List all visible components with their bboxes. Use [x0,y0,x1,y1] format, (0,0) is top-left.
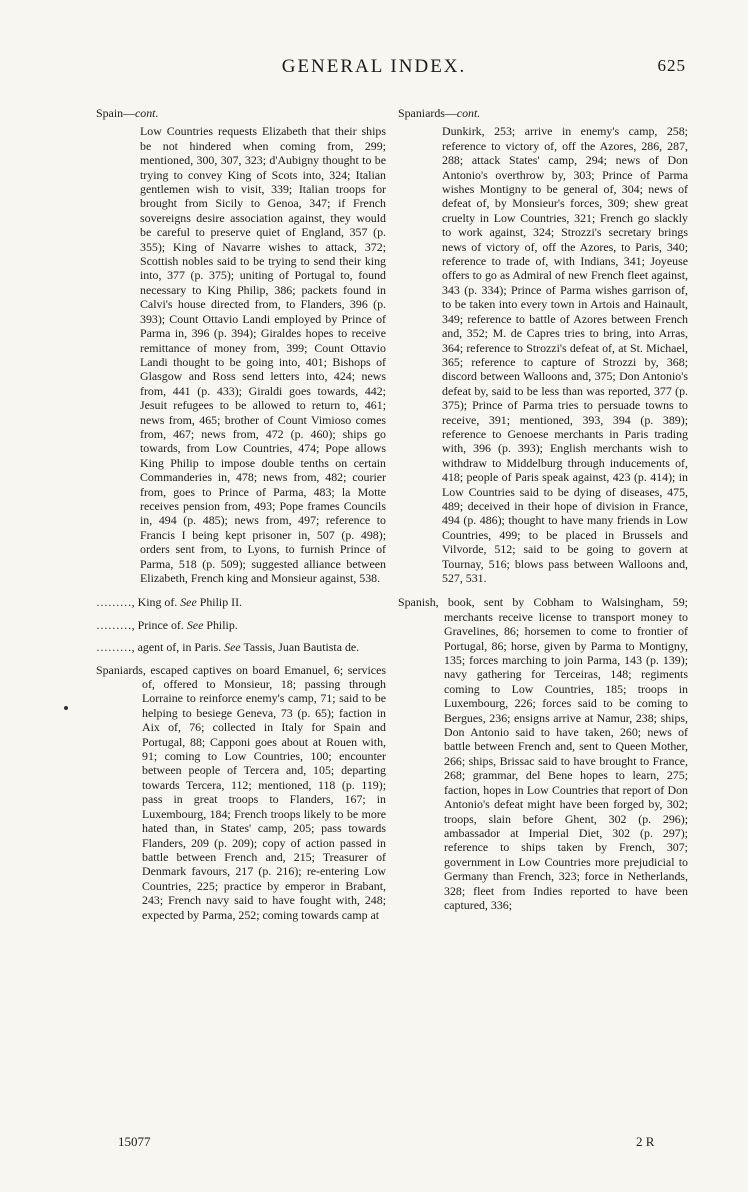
cross-reference: Philip II. [199,595,243,610]
gathering-mark: 2 R [636,1134,655,1149]
index-subentry-king-of [96,595,386,609]
see-label: See [224,640,241,655]
heading-word: Spain— [96,106,135,120]
heading-cont-label: cont. [456,106,481,120]
index-entry-spanish: Spanish, book, sent by Cobham to Walsingham, 59; merchants receive license to transport money to Gravelines, 86; horsemen to come to frontier of Portugal, 86; horse, given by Parma to Montigny, 135; forces marching to join Parma, 143 (p. 139); navy gathering for Terceiras, 148; regiments coming to Low Countries, 185; troops in Luxembourg, 226; forces said to be coming to Bergues, 236; ensigns arrive at Namur, 238; ships, Don Antonio said to have taken, 260; news of battle between French and, sent to Queen Mother, 266; ships, Brissac said to have brought to France, 268; grammar, del Bene hopes to learn, 275; faction, hopes in Low Countries that report of Don Antonio's defeat might have been forged by, 302; troops, slain before Ghent, 302 (p. 296); ambassador at Imperial Diet, 302 (p. 297); reference to ships taken by French, 307; government in Low Countries more prejudicial to Germany than French, 323; force in Netherlands, 328; fleet from Indies reported to have been captured, 336; [398,595,688,912]
signature-mark: 15077 [118,1134,151,1149]
margin-dot-mark [64,706,68,710]
index-entry-spaniards-body: Dunkirk, 253; arrive in enemy's camp, 258; reference to victory of, off the Azores, 286, 287, 288; attack States' camp, 294; news of Don Antonio's overthrow by, 303; Prince of Parma wishes Montigny to be general of, 304; news of defeat of, by Monsieur's forces, 309; shew great cruelty in Low Countries, 321; French go slackly to work against, 324; Strozzi's secretary brings news of victory of, off the Azores, to Paris, 340; reference to trade of, with Indians, 341; Joyeuse offers to go as Admiral of new French fleet against, 343 (p. 334); Prince of Parma wishes garrison of, to be taken into every town in Artois and Hainault, 349; reference to battle of Azores between French and, 352; M. de Capres tries to bring, into Arras, 364; reference to Strozzi's defeat of, at St. Michael, 365; reference to capture of Strozzi by, 368; discord between Walloons and, 375; Don Antonio's defeat by, said to be less than was reported, 377 (p. 375); Prince of Parma tries to persuade towns to receive, 391; mentioned, 393, 394 (p. 389); reference to Genoese merchants in Paris trading with, 396 (p. 393); English merchants wish to withdraw to Middelburg through inducements of, 418; people of Paris speak against, 423 (p. 414); in Low Countries said to be dying of diseases, 475, 489; deceived in their hope of division in France, 494 (p. 486); thought to have many friends in Low Countries, 499; to be placed in Brussels and Vilvorde, 512; said to be going to govern at Tournay, 516; blows pass between Walloons and, 527, 531. [442,124,688,585]
subentry-label: ………, King of. [96,595,178,610]
index-entry-spaniards: Spaniards, escaped captives on board Emanuel, 6; services of, offered to Monsieur, 18; passing through Lorraine to reinforce enemy's camp, 71; said to be helping to besiege Geneva, 73 (p. 65); faction in Aix of, 76; collected in Italy for Spain and Portugal, 88; Capponi goes about at Rouen with, 91; coming to Low Countries, 100; encounter between people of Tercera and, 105; departing towards Tercera, 112; mentioned, 118 (p. 119); pass in great troops to Flanders, 167; in Luxembourg, 184; French troops likely to be more hated than, in States' camp, 205; pass towards Flanders, 209 (p. 209); copy of action passed in battle between French and, 215; Treasurer of Denmark favours, 217 (p. 216); re-entering Low Countries, 225; practice by emperor in Brabant, 243; French navy said to have fought with, 248; expected by Parma, 252; coming towards camp at [96,662,386,922]
page-number: 625 [657,56,686,75]
see-label: See [186,617,204,632]
index-heading-spaniards-cont [398,106,688,120]
page-title: GENERAL INDEX. [281,56,467,77]
heading-cont-label: cont. [134,106,159,120]
index-entry-spain-body: Low Countries requests Elizabeth that their ships be not hindered when coming from, 299; mentioned, 300, 307, 323; d'Aubigny thought to be trying to convey King of Scots into, 324; Italian gentlemen wish to visit, 339; Italian troops for brought from Sicily to Genoa, 347; if French sovereigns desire association against, they would be careful to preserve quiet of England, 357 (p. 355); King of Navarre wishes to attack, 372; Scottish nobles said to be trying to send their king into, 377 (p. 375); uniting of Portugal to, found necessary to King Philip, 386; packets found in Calvi's house directed from, to Flanders, 396 (p. 393); Count Ottavio Landi employed by Prince of Parma in, 396 (p. 394); Giraldes hopes to receive remittance of money from, 399; Count Ottavio Landi thought to be going into, 401; Bishops of Glasgow and Ross send letters into, 424; news from, 441 (p. 433); Giraldi goes towards, 442; Jesuit refugees to be allowed to return to, 461; news from, 465; brother of Count Vimioso comes from, 467; news from, 472 (p. 460); ships go towards, from Low Countries, 474; Pope allows King Philip to impose double tenths on certain Commanderies in, 478; news from, 482; courier from, goes to Prince of Parma, 483; la Motte receives pension from, 493; Pope frames Councils in, 494 (p. 485); news from, 497; reference to Francis I being kept prisoner in, 507 (p. 498); orders sent from, to Lyons, to furnish Prince of Parma, 518 (p. 509); suggested alliance between Elizabeth, French king and Monsieur against, 538. [140,124,386,585]
index-subentry-agent-of [96,640,386,654]
left-column [96,106,386,930]
subentry-label: ………, Prince of. [96,617,184,632]
index-heading-spain-cont [96,106,386,120]
heading-word: Spaniards— [398,106,457,120]
subentry-label: ………, agent of, in Paris. [96,640,222,655]
index-subentry-prince-of [96,618,386,632]
right-column [398,106,688,920]
page-header [0,56,748,84]
cross-reference: Tassis, Juan Bautista de. [243,640,360,655]
cross-reference: Philip. [206,617,238,632]
see-label: See [180,595,197,610]
